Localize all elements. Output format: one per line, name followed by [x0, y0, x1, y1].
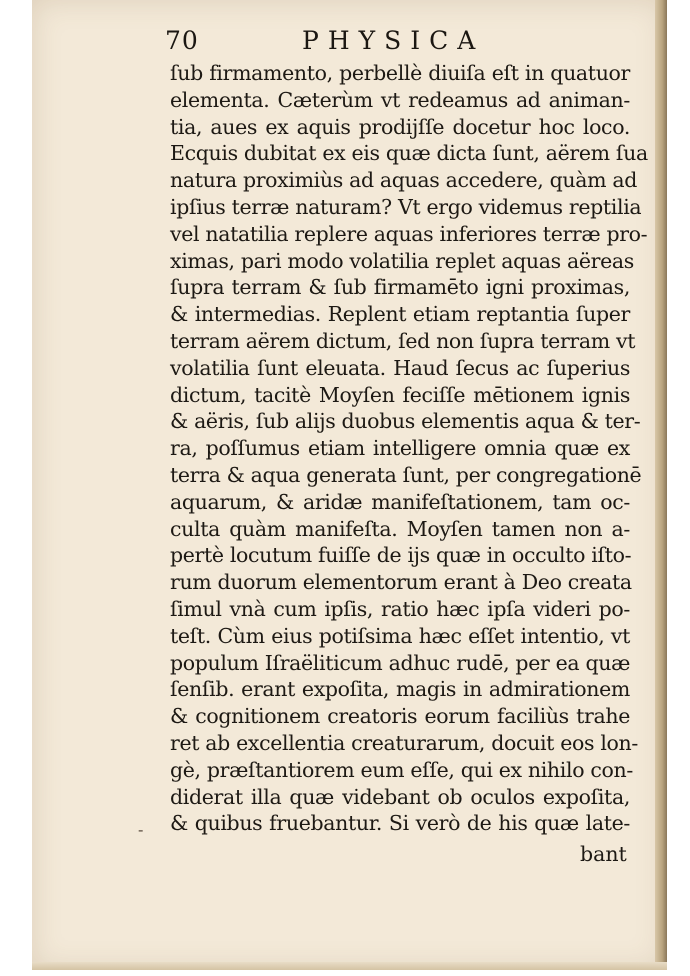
catchword: bant	[580, 842, 627, 866]
text-line: dictum, tacitè Moyſen feciſſe mētionem ignis	[170, 382, 630, 407]
text-line: ſimul vnà cum ipſis, ratio hæc ipſa videri po-	[170, 596, 630, 621]
text-line: natura proximiùs ad aquas accedere, quàm ad	[170, 168, 638, 193]
text-line: culta quàm manifeſta. Moyſen tamen non a-	[170, 516, 630, 541]
text-line: volatilia ſunt eleuata. Haud ſecus ac ſuperius	[170, 355, 630, 380]
text-line: vel natatilia replere aquas inferiores terræ pro-	[170, 221, 648, 246]
text-line: elementa. Cæterùm vt redeamus ad animan-	[170, 87, 630, 112]
page-edge	[655, 0, 667, 970]
body-text	[170, 60, 648, 837]
text-line: aquarum, & aridæ manifeſtationem, tam oc-	[170, 489, 630, 514]
running-title: PHYSICA	[302, 26, 485, 55]
text-line: gè, præſtantiorem eum eſſe, qui ex nihilo con-	[170, 757, 633, 782]
text-line: ſenſib. erant expoſita, magis in admirationem	[170, 677, 630, 702]
text-line: ximas, pari modo volatilia replet aquas aëreas	[170, 248, 634, 273]
text-line: diderat illa quæ videbant ob oculos expoſita,	[170, 784, 630, 809]
text-line: teſt. Cùm eius potiſsima hæc eſſet intentio, vt	[170, 623, 630, 648]
page-bottom-edge	[32, 962, 667, 970]
text-line: & intermedias. Replent etiam reptantia ſuper	[170, 302, 630, 327]
text-line: terra & aqua generata ſunt, per congregationē	[170, 462, 642, 487]
text-line: populum Iſraëliticum adhuc rudē, per ea quæ	[170, 650, 630, 675]
text-line: pertè locutum fuiſſe de ijs quæ in occulto iſto-	[170, 543, 632, 568]
text-line: & quibus fruebantur. Si verò de his quæ late-	[170, 811, 630, 836]
text-line: ſupra terram & ſub firmamēto igni proximas,	[170, 275, 630, 300]
text-line: rum duorum elementorum erant à Deo creata	[170, 570, 632, 595]
text-line: ipſius terræ naturam? Vt ergo videmus reptilia	[170, 194, 642, 219]
text-line: Ecquis dubitat ex eis quæ dicta ſunt, aërem ſua	[170, 141, 648, 166]
text-line: ſub firmamento, perbellè diuiſa eſt in quatuor	[170, 61, 630, 85]
text-line: terram aërem dictum, ſed non ſupra terram vt	[170, 328, 636, 353]
margin-dash-mark: -	[138, 820, 144, 839]
page-number: 70	[165, 26, 199, 55]
text-line: & cognitionem creatoris eorum faciliùs trahe	[170, 704, 630, 729]
text-line: & aëris, ſub alijs duobus elementis aqua & ter-	[170, 409, 641, 434]
text-line: ret ab excellentia creaturarum, docuit eos lon-	[170, 730, 638, 755]
text-line: ra, poſſumus etiam intelligere omnia quæ ex	[170, 436, 630, 461]
text-line: tia, aues ex aquis prodijſſe docetur hoc loco.	[170, 114, 630, 139]
